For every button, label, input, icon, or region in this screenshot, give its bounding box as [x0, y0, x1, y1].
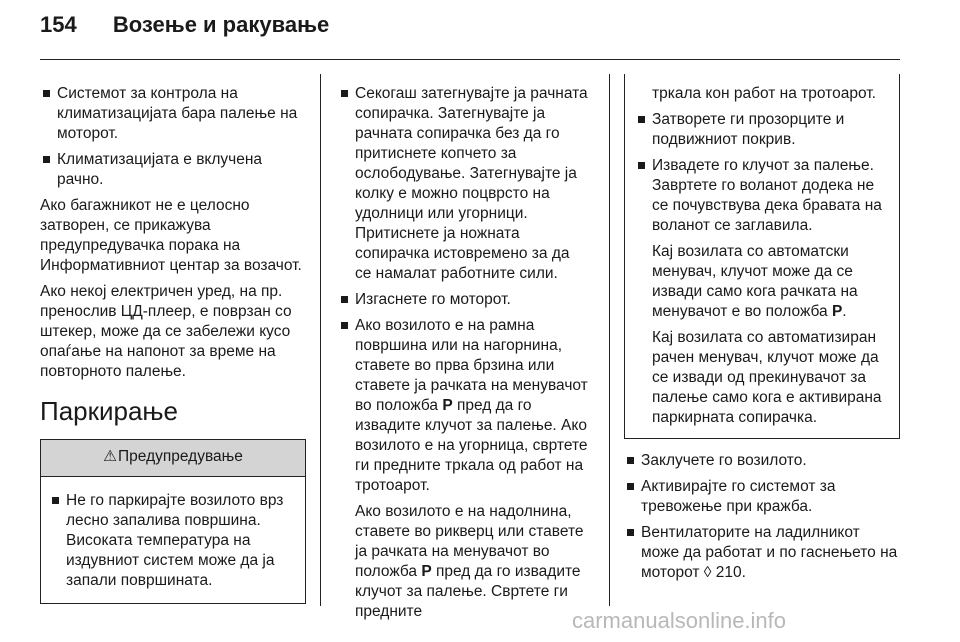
gear-position-p: P: [421, 563, 432, 580]
header-rule: [40, 59, 900, 60]
section-title-parking: Паркирање: [40, 396, 179, 426]
page-header: [40, 12, 329, 38]
text-run: .: [842, 303, 847, 320]
bullet-item: [624, 477, 900, 517]
bullet-item: [49, 491, 297, 591]
page-number: 154: [40, 12, 77, 37]
bullet-text: Затворете ги прозорците и подвижниот покрив.: [652, 111, 845, 148]
text-run: пред да го извадите клучот за палење. Ако возилото е на угорница, свртете ги предните тркала од работ на тротоарот.: [355, 397, 588, 494]
bullet-item: [635, 156, 891, 428]
bullet-text: Заклучете го возилото.: [641, 452, 807, 469]
page-reference[interactable]: 210.: [711, 564, 746, 581]
warning-title: Предупредување: [118, 448, 243, 465]
bullet-text: Системот за контрола на климатизацијата бара палење на моторот.: [57, 85, 298, 142]
chapter-title: Возење и ракување: [112, 12, 330, 37]
bullet-item: [338, 290, 590, 310]
bullet-text: Активирајте го системот за тревожење при кражба.: [641, 478, 836, 515]
column-divider-2: [609, 74, 610, 606]
gear-position-p: P: [442, 397, 453, 414]
bullet-paragraph: [355, 502, 590, 622]
bullet-text: Климатизацијата е вклучена рачно.: [57, 151, 263, 188]
box-continuation-text: тркала кон работ на тротоарот.: [652, 85, 876, 102]
text-run: Кај возилата со автоматски менувач, клучот може да се извади само кога рачката на менувачот е во положба: [652, 243, 858, 320]
column-1: [40, 84, 306, 604]
continued-box: [624, 74, 900, 439]
warning-box: [40, 439, 306, 604]
bullet-item: [338, 316, 590, 622]
paragraph-voltage-drop: Ако некој електричен уред, на пр. пренослив ЦД-плеер, е поврзан со штекер, може да се забележи кусо опаѓање на напонот за време на повторното палење.: [40, 283, 292, 380]
text-run: Ако возилото е на рамна површина или на нагорнина, ставете во прва брзина или ставете ја рачката на менувачот во положба: [355, 317, 588, 414]
bullet-paragraph: [652, 242, 891, 322]
bullet-text: Не го паркирајте возилото врз лесно запалива површина. Високата температура на издувниот систем може да ја запали површината.: [66, 492, 284, 589]
bullet-item: [338, 84, 590, 284]
bullet-item: [635, 110, 891, 150]
warning-triangle-icon: ⚠: [103, 448, 118, 465]
bullet-text: Секогаш затегнувајте ја рачната сопирачка. Затегнувајте ја рачната сопирачка без да го притиснете копчето за ослободување. Затегнувајте ја колку е можно поцврсто на удолници или угорници. Притиснете ја ножната сопирачка истовремено за да се намалат работните сили.: [355, 85, 588, 282]
column-3: [624, 84, 900, 589]
text-run: Ако возилото е на надолнина, ставете во рикверц или ставете ја рачката на менувачот во положба: [355, 503, 584, 580]
column-2: [338, 84, 590, 628]
watermark: carmanualsonline.info: [572, 608, 787, 633]
bullet-item: [624, 523, 900, 583]
bullet-paragraph: Кај возилата со автоматизиран рачен менувач, клучот може да се извади од прекинувачот за палење само кога е активирана паркирната сопирачка.: [652, 329, 882, 426]
bullet-item: [40, 150, 306, 190]
bullet-paragraph: Извадете го клучот за палење. Завртете го воланот додека не се почувствува дека бравата на воланот се заглавила.: [652, 157, 882, 234]
bullet-text: Изгаснете го моторот.: [355, 291, 511, 308]
warning-body: [41, 477, 305, 603]
warning-header: [41, 440, 305, 477]
bullet-text: Вентилаторите на ладилникот може да работат и по гаснењето на моторот: [641, 524, 898, 581]
bullet-item: [40, 84, 306, 144]
bullet-item: [624, 451, 900, 471]
bullet-paragraph: [355, 316, 590, 496]
paragraph-trunk-warning: Ако багажникот не е целосно затворен, се прикажува предупредувачка порака на Информативниот центар за возачот.: [40, 197, 302, 274]
page-reference-icon: ◊: [703, 564, 712, 581]
column-divider-1: [320, 74, 321, 606]
gear-position-p: P: [831, 303, 843, 320]
text-run: пред да го извадите клучот за палење. Свртете ги предните: [355, 563, 581, 620]
